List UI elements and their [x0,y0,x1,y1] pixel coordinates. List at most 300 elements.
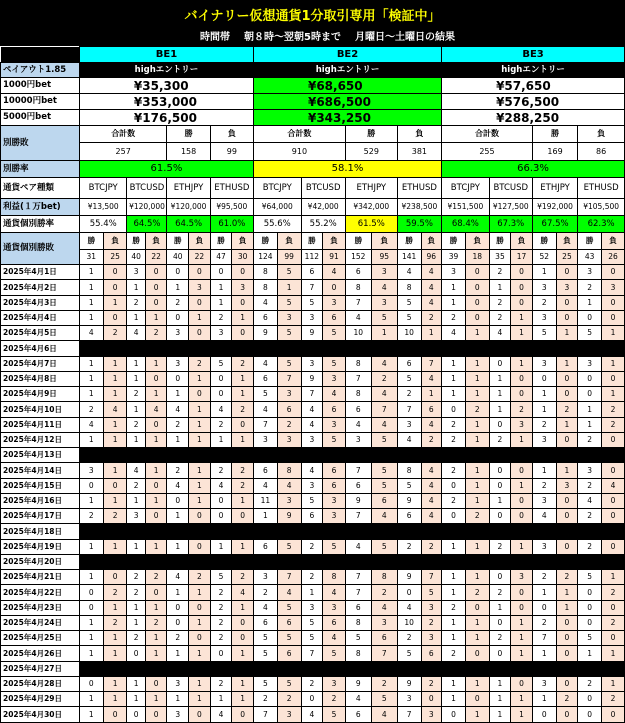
be3-pair-rate-2: 67.3% [489,216,532,233]
pair-wl-label: 通貨個別勝敗 [1,233,80,265]
day-loss-cell: 0 [556,539,578,554]
day-date: 2025年4月21日 [1,570,80,585]
day-loss-cell: 4 [371,509,397,524]
day-win-cell: 0 [442,509,466,524]
day-win-cell: 0 [489,417,511,432]
day-win-cell: 3 [210,326,232,341]
day-loss-cell: 2 [556,692,578,707]
day-loss-cell: 5 [323,326,346,341]
day-win-cell: 4 [301,463,323,478]
day-win-cell: 10 [397,326,421,341]
day-loss-cell: 1 [511,326,533,341]
day-loss-cell: 4 [323,387,346,402]
be2-total: 910 [253,143,345,161]
day-row [1,600,625,615]
day-win-cell: 1 [210,295,232,310]
bet5000-row [1,110,625,126]
day-win-cell: 2 [442,417,466,432]
day-win-cell: 4 [345,539,371,554]
day-loss-cell: 4 [421,265,442,280]
day-row [1,402,625,417]
day-row [1,432,625,447]
day-loss-cell: 2 [145,615,167,630]
day-loss-cell: 0 [232,265,254,280]
day-win-cell: 1 [578,295,602,310]
day-row [1,448,625,463]
be3-pair-3: ETHJPY [532,178,577,199]
day-loss-cell: 3 [277,493,301,508]
day-win-cell: 4 [127,463,145,478]
day-row [1,493,625,508]
day-loss-cell: 1 [103,463,127,478]
be3-pair-rate-1: 68.4% [442,216,490,233]
day-win-cell: 2 [167,417,189,432]
day-loss-cell: 1 [556,417,578,432]
be1-pair-1-win-sum: 31 [79,250,103,265]
day-win-cell: 3 [532,280,556,295]
day-win-cell: 1 [578,646,602,661]
day-loss-cell: 1 [232,371,254,386]
day-loss-cell: 0 [556,265,578,280]
be3-pair-4: ETHUSD [578,178,625,199]
day-win-cell: 1 [79,615,103,630]
day-row [1,295,625,310]
day-win-cell: 2 [489,539,511,554]
day-loss-cell: 0 [232,326,254,341]
day-loss-cell: 5 [323,432,346,447]
day-row [1,265,625,280]
day-loss-cell: 0 [511,585,533,600]
day-loss-cell: 1 [465,615,489,630]
day-win-cell: 2 [167,295,189,310]
pair-wl-sum-row [1,250,625,265]
day-loss-cell: 0 [145,707,167,722]
day-win-cell: 5 [253,676,277,691]
day-loss-cell: 1 [189,371,211,386]
results-table [0,46,625,723]
day-loss-cell: 2 [232,478,254,493]
day-win-cell: 3 [532,539,556,554]
day-loss-cell: 1 [103,417,127,432]
day-loss-cell: 3 [556,478,578,493]
day-loss-cell: 0 [145,585,167,600]
day-loss-cell: 1 [103,676,127,691]
day-loss-cell: 6 [421,402,442,417]
day-loss-cell: 2 [602,417,625,432]
be3-pair-2-win-sum: 35 [489,250,511,265]
day-loss-cell: 0 [465,692,489,707]
day-loss-cell: 1 [511,631,533,646]
day-loss-cell: 5 [371,310,397,325]
day-date: 2025年4月12日 [1,432,80,447]
day-loss-cell: 2 [421,676,442,691]
be3-pair-rate-3: 67.5% [532,216,577,233]
day-loss-cell: 2 [371,676,397,691]
day-loss-cell: 0 [189,387,211,402]
be3-loss-head: 負 [578,126,625,143]
day-loss-cell: 2 [421,310,442,325]
day-win-cell: 5 [397,371,421,386]
day-win-cell: 1 [210,692,232,707]
be1-pair-3-win-head: 勝 [167,233,189,250]
day-date: 2025年4月20日 [1,554,80,569]
day-date: 2025年4月24日 [1,615,80,630]
day-loss-cell: 1 [145,692,167,707]
day-loss-cell: 1 [189,310,211,325]
day-win-cell: 1 [489,402,511,417]
day-date: 2025年4月3日 [1,295,80,310]
day-loss-cell: 3 [277,310,301,325]
day-loss-cell: 1 [511,356,533,371]
be1-total-head: 合計数 [79,126,167,143]
day-win-cell: 3 [532,493,556,508]
be3-profit-3: ¥192,000 [532,199,577,216]
day-win-cell: 0 [210,493,232,508]
day-loss-cell: 0 [232,631,254,646]
day-win-cell: 2 [301,570,323,585]
day-win-cell: 0 [489,570,511,585]
pair-label: 通貨ペア種類 [1,178,80,199]
day-loss-cell: 0 [145,295,167,310]
day-loss-cell: 1 [103,692,127,707]
day-loss-cell: 0 [602,310,625,325]
be1-loss-head: 負 [210,126,253,143]
day-win-cell: 5 [345,631,371,646]
day-win-cell: 2 [253,585,277,600]
be1-pair-3-win-sum: 40 [167,250,189,265]
be2-pair-rate-4: 59.5% [397,216,441,233]
day-win-cell: 2 [442,310,466,325]
day-win-cell: 2 [578,432,602,447]
day-row [1,417,625,432]
day-loss-cell: 6 [323,478,346,493]
day-loss-cell: 9 [277,509,301,524]
day-win-cell: 0 [167,615,189,630]
day-win-cell: 0 [442,707,466,722]
day-date: 2025年4月13日 [1,448,80,463]
day-win-cell: 5 [301,631,323,646]
day-loss-cell: 1 [145,539,167,554]
day-row [1,509,625,524]
be3-win-head: 勝 [532,126,577,143]
day-win-cell: 1 [79,646,103,661]
day-row [1,524,625,539]
day-loss-cell: 4 [421,295,442,310]
be3-pair-1-win-sum: 39 [442,250,466,265]
day-loss-cell: 0 [511,387,533,402]
day-loss-cell: 4 [371,387,397,402]
day-win-cell: 1 [532,402,556,417]
be3-pair-rate-4: 62.3% [578,216,625,233]
day-loss-cell: 6 [371,493,397,508]
day-loss-cell: 3 [371,615,397,630]
day-loss-cell: 0 [602,463,625,478]
day-loss-cell: 1 [189,493,211,508]
day-loss-cell: 4 [421,493,442,508]
be3-pair-3-loss-sum: 25 [556,250,578,265]
day-loss-cell: 3 [511,417,533,432]
day-loss-cell: 3 [277,432,301,447]
day-loss-cell: 2 [277,417,301,432]
day-win-cell: 0 [167,493,189,508]
day-win-cell: 5 [301,295,323,310]
day-win-cell: 6 [253,539,277,554]
day-loss-cell: 1 [465,631,489,646]
day-win-cell: 2 [442,463,466,478]
day-win-cell: 2 [442,646,466,661]
day-win-cell: 0 [578,387,602,402]
day-loss-cell: 3 [371,295,397,310]
day-loss-cell: 1 [145,387,167,402]
bet10000-label: 10000円bet [1,94,80,110]
day-loss-cell: 5 [323,646,346,661]
day-loss-cell: 4 [421,509,442,524]
day-win-cell: 1 [489,692,511,707]
day-win-cell: 10 [397,615,421,630]
day-loss-cell: 7 [421,570,442,585]
day-loss-cell: 1 [602,570,625,585]
day-loss-cell: 1 [103,371,127,386]
day-loss-cell: 1 [103,539,127,554]
day-win-cell: 1 [442,585,466,600]
be2-pair-1-loss-sum: 99 [277,250,301,265]
day-loss-cell: 0 [602,371,625,386]
day-loss-cell: 2 [189,356,211,371]
be3-profit-1: ¥151,500 [442,199,490,216]
day-loss-cell: 1 [465,478,489,493]
closed-day-bar [79,661,624,676]
day-win-cell: 1 [167,585,189,600]
day-win-cell: 2 [210,600,232,615]
day-win-cell: 1 [489,280,511,295]
day-loss-cell: 4 [421,371,442,386]
day-win-cell: 7 [532,631,556,646]
day-win-cell: 3 [301,356,323,371]
day-row [1,585,625,600]
day-loss-cell: 2 [511,402,533,417]
day-loss-cell: 2 [421,615,442,630]
day-win-cell: 1 [79,265,103,280]
closed-day-bar [79,524,624,539]
day-win-cell: 7 [345,585,371,600]
day-loss-cell: 1 [465,417,489,432]
day-loss-cell: 6 [371,631,397,646]
day-win-cell: 0 [489,615,511,630]
day-loss-cell: 1 [145,631,167,646]
be3-pair-4-win-sum: 43 [578,250,602,265]
day-loss-cell: 1 [189,692,211,707]
day-win-cell: 1 [442,295,466,310]
be2-total-head: 合計数 [253,126,345,143]
day-win-cell: 1 [167,387,189,402]
day-loss-cell: 0 [145,265,167,280]
day-win-cell: 8 [253,280,277,295]
day-loss-cell: 0 [189,631,211,646]
day-win-cell: 1 [489,707,511,722]
day-loss-cell: 4 [323,585,346,600]
be1-profit-2: ¥120,000 [127,199,167,216]
be1-bet1000: ¥35,300 [79,78,253,94]
day-loss-cell: 0 [323,280,346,295]
day-win-cell: 3 [167,676,189,691]
rate-label: 別勝率 [1,161,80,178]
day-loss-cell: 0 [465,600,489,615]
day-win-cell: 0 [489,463,511,478]
day-loss-cell: 0 [556,646,578,661]
be2-pair-1-win-head: 勝 [253,233,277,250]
day-win-cell: 0 [489,478,511,493]
day-loss-cell: 1 [145,600,167,615]
be3-bet1000: ¥57,650 [442,78,625,94]
day-win-cell: 1 [79,692,103,707]
day-win-cell: 1 [442,692,466,707]
day-win-cell: 4 [301,707,323,722]
day-loss-cell: 0 [602,265,625,280]
day-win-cell: 1 [442,356,466,371]
day-win-cell: 0 [79,676,103,691]
day-loss-cell: 2 [602,585,625,600]
be2-profit-4: ¥238,500 [397,199,441,216]
day-win-cell: 4 [253,356,277,371]
day-win-cell: 1 [79,707,103,722]
day-row [1,310,625,325]
day-win-cell: 4 [345,310,371,325]
day-date: 2025年4月9日 [1,387,80,402]
day-win-cell: 1 [167,646,189,661]
rate-row [1,161,625,178]
be2-loss-head: 負 [397,126,441,143]
day-win-cell: 0 [578,615,602,630]
day-win-cell: 7 [397,402,421,417]
be3-pair-4-loss-head: 負 [602,233,625,250]
day-loss-cell: 4 [602,478,625,493]
day-loss-cell: 0 [602,600,625,615]
be1-bet10000: ¥353,000 [79,94,253,110]
day-win-cell: 1 [210,432,232,447]
day-date: 2025年4月7日 [1,356,80,371]
day-win-cell: 0 [578,310,602,325]
day-win-cell: 1 [301,585,323,600]
day-win-cell: 0 [532,600,556,615]
day-loss-cell: 1 [511,646,533,661]
day-win-cell: 3 [532,356,556,371]
day-loss-cell: 1 [465,539,489,554]
day-win-cell: 1 [442,371,466,386]
be2-profit-1: ¥64,000 [253,199,301,216]
bet1000-label: 1000円bet [1,78,80,94]
day-loss-cell: 3 [323,493,346,508]
day-win-cell: 4 [79,417,103,432]
day-loss-cell: 6 [323,402,346,417]
day-win-cell: 1 [127,371,145,386]
day-win-cell: 0 [210,509,232,524]
day-loss-cell: 8 [371,570,397,585]
day-win-cell: 1 [167,280,189,295]
day-loss-cell: 1 [189,615,211,630]
be1-pair-rate-1: 55.4% [79,216,127,233]
day-win-cell: 1 [489,600,511,615]
time-value: 朝８時～翌朝5時まで [244,32,341,43]
day-loss-cell: 0 [556,631,578,646]
day-loss-cell: 2 [421,432,442,447]
day-win-cell: 1 [127,280,145,295]
day-loss-cell: 0 [511,265,533,280]
day-loss-cell: 0 [189,539,211,554]
be2-pair-4-win-head: 勝 [397,233,421,250]
day-win-cell: 5 [578,631,602,646]
day-loss-cell: 0 [465,280,489,295]
day-loss-cell: 0 [232,707,254,722]
day-win-cell: 0 [578,707,602,722]
day-loss-cell: 0 [602,295,625,310]
day-loss-cell: 1 [511,707,533,722]
day-win-cell: 2 [532,615,556,630]
day-loss-cell: 2 [556,570,578,585]
day-loss-cell: 4 [371,280,397,295]
day-loss-cell: 0 [602,493,625,508]
be1-loss: 99 [210,143,253,161]
day-loss-cell: 0 [511,600,533,615]
day-loss-cell: 7 [371,402,397,417]
day-loss-cell: 1 [189,676,211,691]
day-loss-cell: 4 [323,265,346,280]
day-date: 2025年4月19日 [1,539,80,554]
day-win-cell: 0 [532,371,556,386]
day-win-cell: 2 [127,585,145,600]
be2-name: BE2 [253,47,441,63]
day-win-cell: 1 [442,539,466,554]
day-loss-cell: 0 [189,707,211,722]
day-loss-cell: 1 [189,585,211,600]
day-loss-cell: 0 [145,417,167,432]
day-loss-cell: 0 [189,265,211,280]
day-date: 2025年4月10日 [1,402,80,417]
day-win-cell: 5 [397,295,421,310]
day-win-cell: 2 [532,478,556,493]
day-date: 2025年4月15日 [1,478,80,493]
day-win-cell: 1 [253,509,277,524]
be2-pair-2: BTCUSD [301,178,345,199]
day-loss-cell: 1 [602,356,625,371]
day-loss-cell: 5 [323,539,346,554]
day-win-cell: 0 [442,402,466,417]
day-win-cell: 8 [345,356,371,371]
day-loss-cell: 5 [323,356,346,371]
day-loss-cell: 0 [421,692,442,707]
day-win-cell: 2 [210,676,232,691]
be3-pair-2-loss-sum: 17 [511,250,533,265]
day-win-cell: 1 [532,692,556,707]
day-row [1,646,625,661]
day-loss-cell: 0 [511,676,533,691]
day-date: 2025年4月23日 [1,600,80,615]
day-loss-cell: 0 [465,295,489,310]
day-row [1,570,625,585]
day-date: 2025年4月4日 [1,310,80,325]
day-win-cell: 1 [442,676,466,691]
day-win-cell: 8 [345,280,371,295]
day-loss-cell: 1 [465,432,489,447]
day-row [1,692,625,707]
day-win-cell: 0 [79,478,103,493]
day-loss-cell: 3 [323,371,346,386]
be1-entry: highエントリー [79,63,253,78]
day-loss-cell: 1 [232,646,254,661]
day-win-cell: 9 [301,371,323,386]
day-win-cell: 8 [345,615,371,630]
day-loss-cell: 6 [277,402,301,417]
day-row [1,554,625,569]
